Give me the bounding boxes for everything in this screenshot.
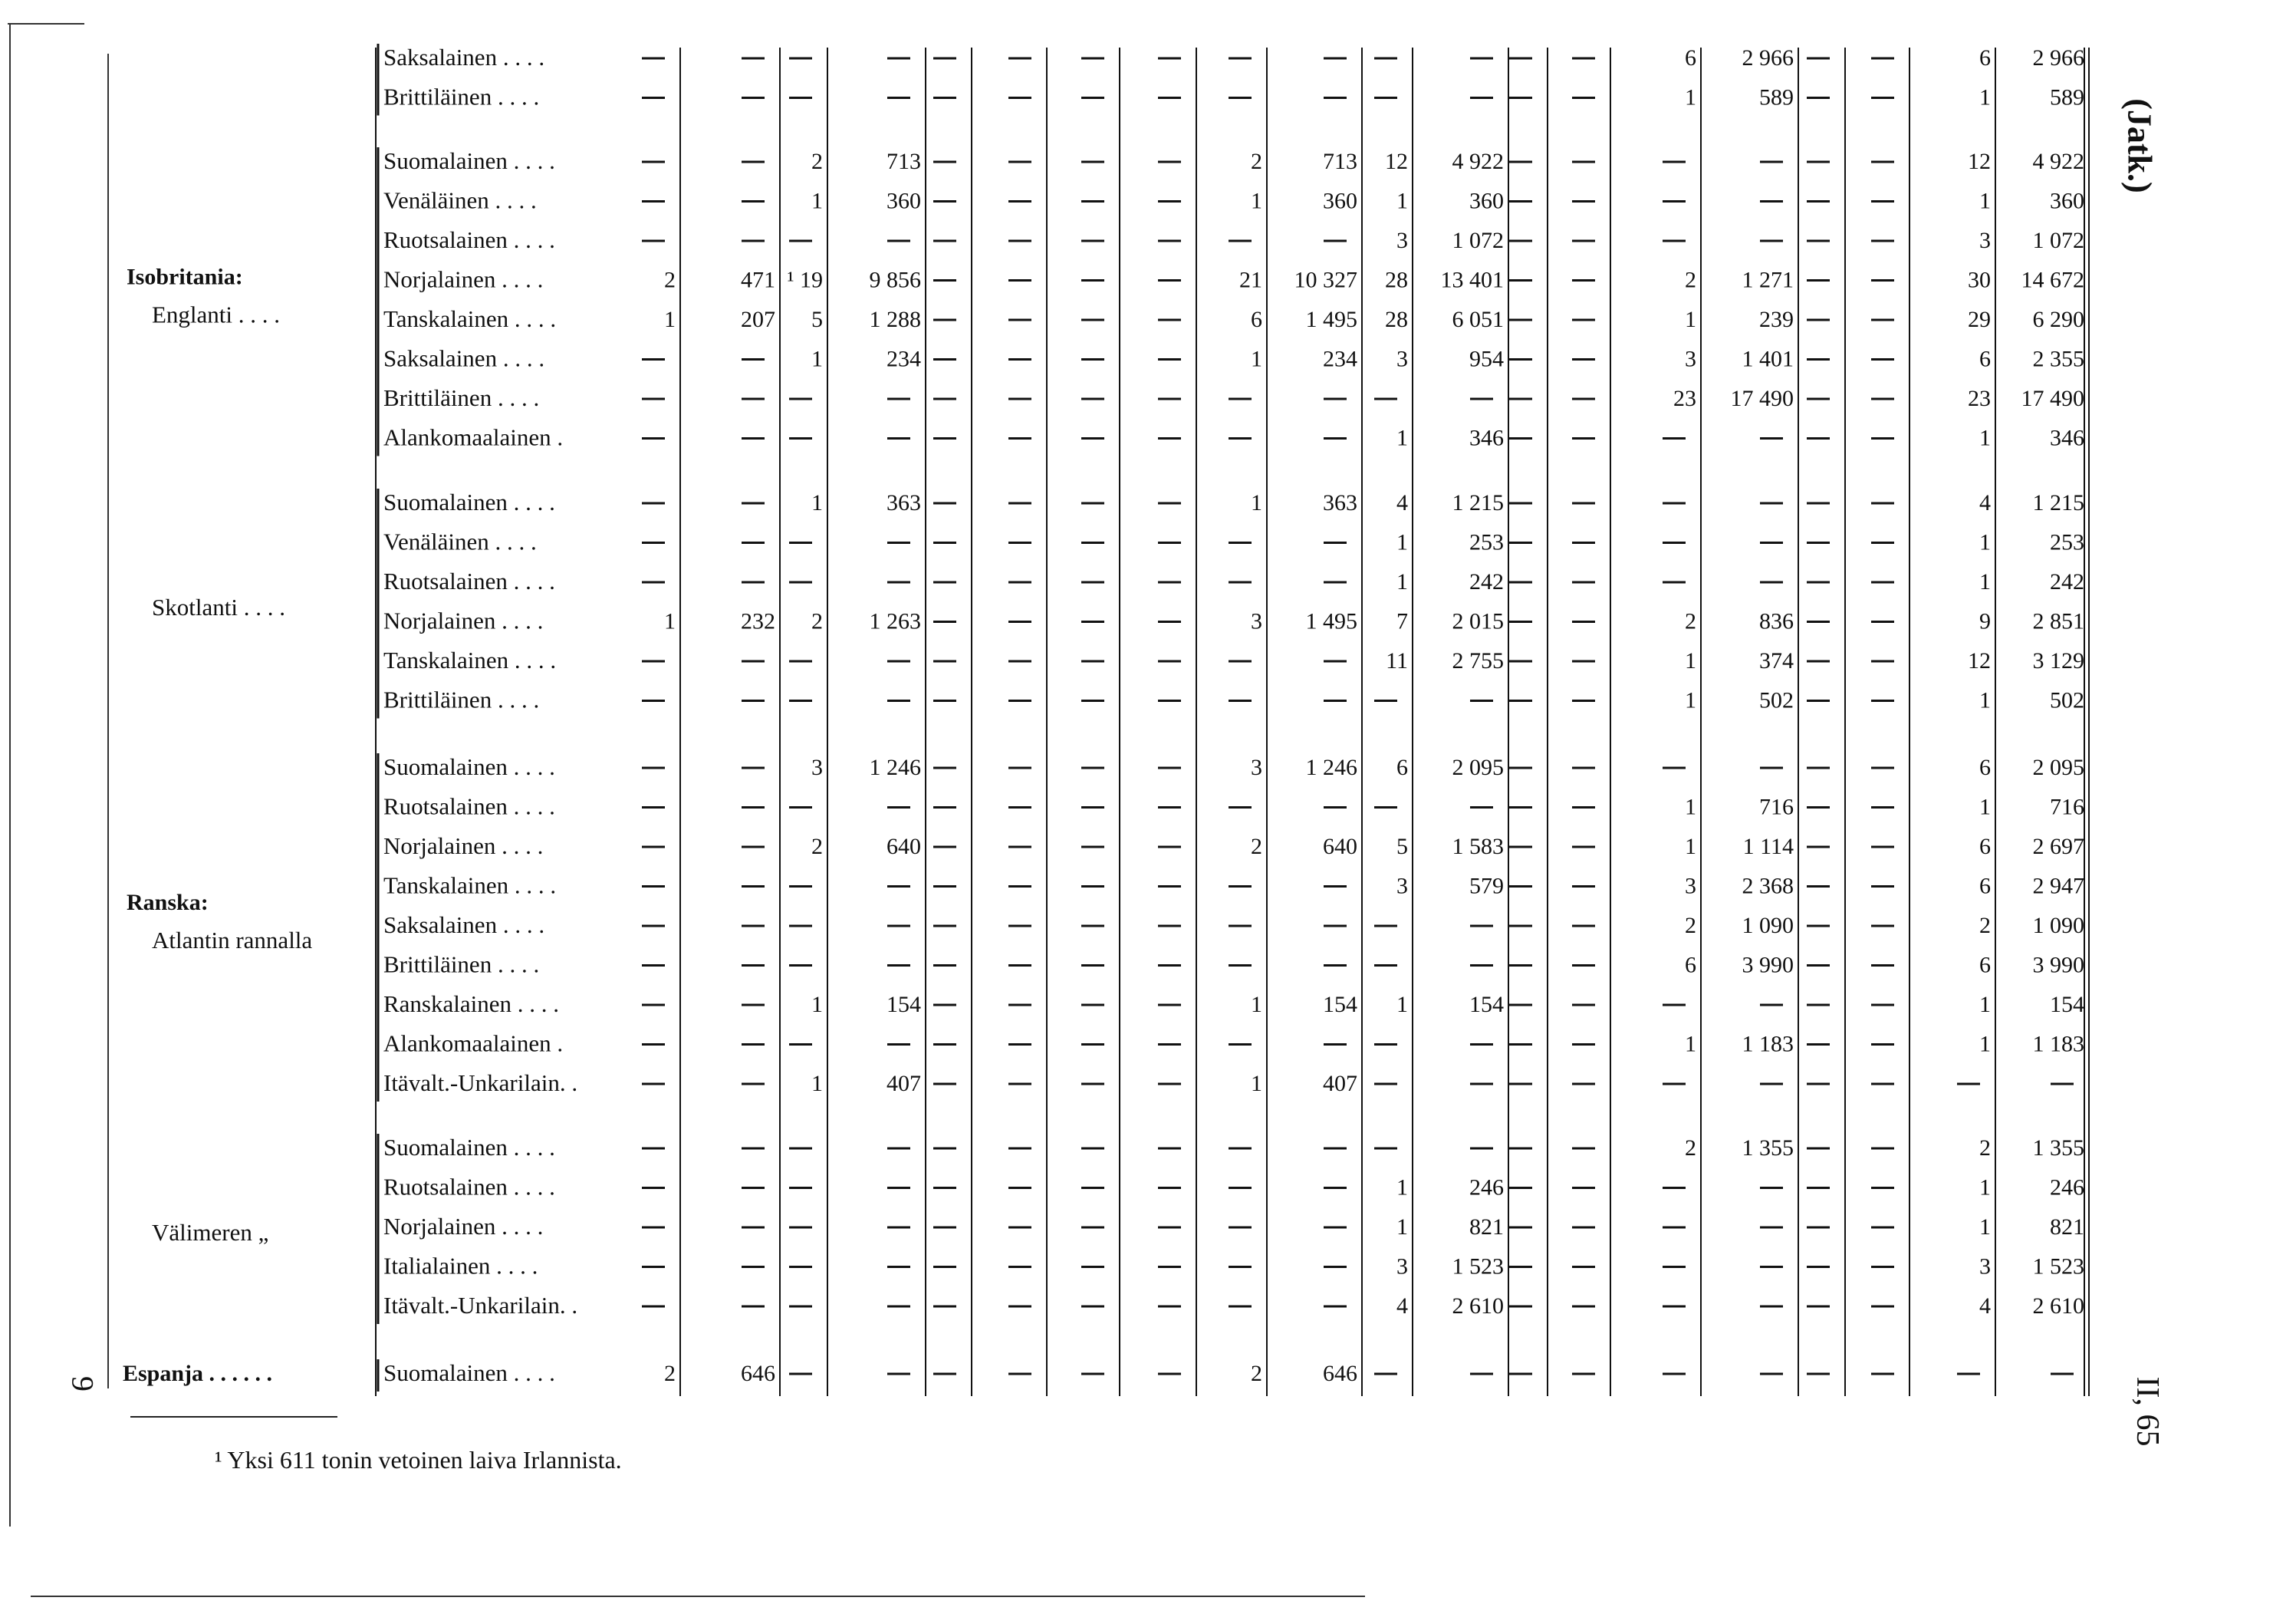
table-cell: 2 610: [2032, 1293, 2084, 1319]
nationality-label: Norjalainen . . . .: [383, 1213, 544, 1240]
table-cell: 3: [1979, 1253, 1991, 1280]
table-cell: 1: [1251, 490, 1262, 515]
table-cell: 1 288: [869, 307, 921, 332]
table-cell: 2 966: [2032, 45, 2084, 71]
nationality-label: Suomalainen . . . .: [383, 753, 555, 780]
table-cell: 4: [1979, 1293, 1991, 1319]
table-cell: 1 263: [869, 608, 921, 634]
table-cell: 502: [1759, 687, 1794, 713]
nationality-label: Norjalainen . . . .: [383, 832, 544, 859]
table-cell: 14 672: [2021, 267, 2084, 293]
table-cell: 234: [1323, 346, 1357, 372]
table-cell: 7: [1396, 608, 1408, 634]
nationality-label: Tanskalainen . . . .: [383, 871, 557, 899]
nationality-label: Ruotsalainen . . . .: [383, 1173, 555, 1201]
table-cell: 2: [1251, 149, 1262, 174]
continuation-label: (Jatk.): [2120, 98, 2159, 193]
table-cell: 253: [1469, 529, 1504, 555]
table-cell: 2 610: [1452, 1293, 1504, 1319]
table-cell: 346: [1469, 425, 1504, 451]
table-cell: 1: [811, 346, 823, 372]
nationality-label: Suomalainen . . . .: [383, 1134, 555, 1161]
nationality-label: Saksalainen . . . .: [383, 911, 545, 938]
table-cell: 346: [2050, 425, 2084, 451]
table-cell: 363: [1323, 490, 1357, 515]
table-cell: 1: [1251, 188, 1262, 214]
table-cell: 1 523: [2032, 1253, 2084, 1280]
table-cell: 1: [1396, 1174, 1408, 1201]
table-cell: 242: [1469, 569, 1504, 595]
table-cell: 1: [1396, 569, 1408, 595]
nationality-label: Venäläinen . . . .: [383, 186, 537, 214]
table-cell: 1 090: [2032, 913, 2084, 938]
table-cell: 589: [1759, 84, 1794, 110]
table-cell: 1: [1979, 84, 1991, 110]
table-cell: 17 490: [1730, 386, 1794, 411]
table-cell: 6: [1979, 952, 1991, 978]
table-cell: 232: [741, 608, 775, 634]
table-cell: 6: [1251, 307, 1262, 332]
table-cell: 640: [886, 834, 921, 859]
table-cell: 1: [1979, 188, 1991, 214]
nationality-label: Ranskalainen . . . .: [383, 990, 560, 1017]
table-cell: 10 327: [1294, 267, 1357, 293]
table-cell: 3: [1396, 1253, 1408, 1280]
table-cell: 1: [664, 608, 676, 634]
table-cell: 239: [1759, 307, 1794, 332]
table-cell: 2: [811, 834, 823, 859]
table-cell: 154: [1323, 992, 1357, 1017]
table-cell: 6: [1685, 45, 1696, 71]
table-cell: 246: [1469, 1174, 1504, 1201]
table-cell: 2 947: [2032, 873, 2084, 899]
nationality-label: Suomalainen . . . .: [383, 147, 555, 174]
nationality-label: Italialainen . . . .: [383, 1252, 538, 1280]
left-page-number: 9: [65, 1376, 100, 1392]
table-cell: 23: [1673, 386, 1696, 411]
table-cell: 11: [1386, 648, 1408, 674]
nationality-label: Ruotsalainen . . . .: [383, 568, 555, 595]
table-cell: 13 401: [1440, 267, 1504, 293]
table-cell: 1: [1979, 1031, 1991, 1057]
table-cell: 1: [811, 188, 823, 214]
table-cell: 1: [811, 992, 823, 1017]
nationality-label: Alankomaalainen .: [383, 423, 564, 451]
table-cell: 1: [1685, 307, 1696, 332]
table-cell: 1: [811, 1071, 823, 1096]
table-cell: 2: [664, 1361, 676, 1386]
table-cell: 713: [886, 149, 921, 174]
table-cell: 1: [1685, 84, 1696, 110]
table-cell: 579: [1469, 873, 1504, 899]
nationality-label: Brittiläinen . . . .: [383, 950, 540, 978]
table-cell: 6: [1979, 346, 1991, 372]
footnote: ¹ Yksi 611 tonin vetoinen laiva Irlannista.: [215, 1446, 622, 1474]
table-cell: 3: [1979, 228, 1991, 253]
region-label: Ranska:: [127, 890, 209, 915]
table-cell: 1: [811, 490, 823, 515]
table-cell: 6 290: [2032, 307, 2084, 332]
table-cell: 716: [1759, 794, 1794, 820]
table-cell: 954: [1469, 346, 1504, 372]
table-cell: 589: [2050, 84, 2084, 110]
table-cell: 6: [1979, 45, 1991, 71]
nationality-label: Ruotsalainen . . . .: [383, 792, 555, 820]
table-cell: 1: [1396, 529, 1408, 555]
table-cell: 1 183: [2032, 1031, 2084, 1057]
table-cell: 9: [1979, 608, 1991, 634]
table-cell: 640: [1323, 834, 1357, 859]
table-cell: 2 355: [2032, 346, 2084, 372]
table-cell: 1 523: [1452, 1253, 1504, 1280]
table-cell: 5: [811, 307, 823, 332]
table-cell: 3: [1685, 873, 1696, 899]
table-cell: 2: [811, 608, 823, 634]
table-cell: 3: [1396, 873, 1408, 899]
table-cell: 2: [1979, 1135, 1991, 1161]
table-cell: 9 856: [869, 267, 921, 293]
table-cell: 2: [1685, 1135, 1696, 1161]
table-cell: 821: [2050, 1214, 2084, 1240]
region-label: Isobritania:: [127, 264, 243, 290]
country-label: Atlantin rannalla: [152, 927, 313, 954]
table-cell: 2: [1685, 913, 1696, 938]
table-cell: 2 851: [2032, 608, 2084, 634]
table-cell: 28: [1385, 307, 1408, 332]
nationality-label: Venäläinen . . . .: [383, 528, 537, 555]
table-cell: 6: [1979, 834, 1991, 859]
table-cell: 2 697: [2032, 834, 2084, 859]
table-cell: 2: [1685, 608, 1696, 634]
table-cell: 5: [1396, 834, 1408, 859]
table-cell: 1: [1979, 1174, 1991, 1201]
table-cell: 1 401: [1742, 346, 1794, 372]
nationality-label: Ruotsalainen . . . .: [383, 226, 555, 253]
table-cell: 3 129: [2032, 648, 2084, 674]
table-cell: 3: [1685, 346, 1696, 372]
table-cell: 2 015: [1452, 608, 1504, 634]
table-cell: 154: [2050, 992, 2084, 1017]
table-cell: 6 051: [1452, 307, 1504, 332]
table-cell: 28: [1385, 267, 1408, 293]
table-cell: 1 495: [1305, 608, 1357, 634]
table-cell: 1: [1979, 425, 1991, 451]
table-cell: 4: [1979, 490, 1991, 515]
table-cell: 1 072: [2032, 228, 2084, 253]
table-cell: 23: [1968, 386, 1991, 411]
table-cell: 4 922: [2032, 149, 2084, 174]
table-cell: 1: [1251, 346, 1262, 372]
table-cell: 2 095: [1452, 755, 1504, 780]
table-cell: 12: [1968, 648, 1991, 674]
table-cell: 253: [2050, 529, 2084, 555]
region-label: Espanja . . . . . .: [123, 1361, 273, 1386]
table-cell: 1 583: [1452, 834, 1504, 859]
table-cell: 6: [1979, 755, 1991, 780]
table-cell: 1 215: [2032, 490, 2084, 515]
nationality-label: Brittiläinen . . . .: [383, 384, 540, 411]
table-cell: 1: [1396, 188, 1408, 214]
table-cell: 2: [811, 149, 823, 174]
footnote-rule: [130, 1416, 337, 1418]
table-cell: 502: [2050, 687, 2084, 713]
country-label: Skotlanti . . . .: [152, 593, 285, 621]
table-cell: 3: [1251, 608, 1262, 634]
nationality-label: Brittiläinen . . . .: [383, 686, 540, 713]
table-cell: 646: [741, 1361, 775, 1386]
table-cell: 1: [1396, 1214, 1408, 1240]
table-cell: 407: [886, 1071, 921, 1096]
nationality-label: Tanskalainen . . . .: [383, 647, 557, 674]
table-cell: 1 183: [1742, 1031, 1794, 1057]
table-cell: 716: [2050, 794, 2084, 820]
table-cell: 1 355: [1742, 1135, 1794, 1161]
table-cell: 12: [1385, 149, 1408, 174]
table-cell: 1 246: [1305, 755, 1357, 780]
table-cell: 1: [1979, 529, 1991, 555]
table-cell: 1: [1979, 794, 1991, 820]
table-cell: 154: [886, 992, 921, 1017]
table-cell: 1: [1685, 648, 1696, 674]
table-cell: 363: [886, 490, 921, 515]
table-cell: 1: [1979, 569, 1991, 595]
table-cell: 3: [1396, 346, 1408, 372]
table-cell: 4: [1396, 1293, 1408, 1319]
table-cell: 2: [1251, 834, 1262, 859]
table-cell: 360: [1469, 188, 1504, 214]
nationality-label: Norjalainen . . . .: [383, 607, 544, 634]
side-page-number: II, 65: [2130, 1376, 2165, 1447]
table-cell: 3: [1251, 755, 1262, 780]
nationality-label: Tanskalainen . . . .: [383, 305, 557, 332]
nationality-label: Saksalainen . . . .: [383, 344, 545, 372]
table-cell: 1: [1685, 834, 1696, 859]
table-cell: 2: [1979, 913, 1991, 938]
table-cell: 1: [1685, 794, 1696, 820]
table-cell: 836: [1759, 608, 1794, 634]
table-cell: 1: [664, 307, 676, 332]
table-cell: 242: [2050, 569, 2084, 595]
table-cell: 360: [2050, 188, 2084, 214]
table-cell: 30: [1968, 267, 1991, 293]
table-cell: 1: [1979, 1214, 1991, 1240]
table-cell: 821: [1469, 1214, 1504, 1240]
nationality-label: Norjalainen . . . .: [383, 265, 544, 293]
table-cell: 1 355: [2032, 1135, 2084, 1161]
country-label: Välimeren „: [152, 1219, 269, 1246]
table-cell: 12: [1968, 149, 1991, 174]
table-cell: 4 922: [1452, 149, 1504, 174]
table-cell: 2 368: [1742, 873, 1794, 899]
table-cell: 3: [1396, 228, 1408, 253]
table-cell: 2 966: [1742, 45, 1794, 71]
table-cell: 6: [1979, 873, 1991, 899]
table-cell: 3 990: [1742, 952, 1794, 978]
table-cell: ¹ 19: [787, 267, 823, 293]
table-cell: 1: [1396, 425, 1408, 451]
table-cell: 360: [1323, 188, 1357, 214]
table-cell: 29: [1968, 307, 1991, 332]
table-cell: 1: [1251, 992, 1262, 1017]
table-cell: 246: [2050, 1174, 2084, 1201]
table-cell: 4: [1396, 490, 1408, 515]
table-cell: 6: [1396, 755, 1408, 780]
table-cell: 21: [1239, 267, 1262, 293]
table-cell: 2 755: [1452, 648, 1504, 674]
table-cell: 2: [1685, 267, 1696, 293]
table-cell: 646: [1323, 1361, 1357, 1386]
table-cell: 1: [1396, 992, 1408, 1017]
table-cell: 407: [1323, 1071, 1357, 1096]
table-cell: 2: [664, 267, 676, 293]
table-cell: 1: [1251, 1071, 1262, 1096]
table-cell: 374: [1759, 648, 1794, 674]
table-cell: 1 114: [1742, 834, 1794, 859]
table-cell: 713: [1323, 149, 1357, 174]
nationality-label: Brittiläinen . . . .: [383, 83, 540, 110]
table-cell: 1: [1685, 1031, 1696, 1057]
nationality-label: Suomalainen . . . .: [383, 489, 555, 515]
table-cell: 1 072: [1452, 228, 1504, 253]
table-cell: 360: [886, 188, 921, 214]
table-cell: 2 095: [2032, 755, 2084, 780]
table-cell: 154: [1469, 992, 1504, 1017]
table-cell: 1 215: [1452, 490, 1504, 515]
table-cell: 207: [741, 307, 775, 332]
table-cell: 1 495: [1305, 307, 1357, 332]
table-cell: 1 090: [1742, 913, 1794, 938]
nationality-label: Alankomaalainen .: [383, 1029, 564, 1057]
table-cell: 1 271: [1742, 267, 1794, 293]
table-cell: 234: [886, 346, 921, 372]
nationality-label: Suomalainen . . . .: [383, 1359, 555, 1386]
nationality-label: Itävalt.-Unkarilain. .: [383, 1069, 578, 1096]
table-cell: 1 246: [869, 755, 921, 780]
table-cell: 1: [1685, 687, 1696, 713]
table-cell: 1: [1979, 992, 1991, 1017]
table-cell: 17 490: [2021, 386, 2084, 411]
nationality-label: Saksalainen . . . .: [383, 44, 545, 71]
country-label: Englanti . . . .: [152, 301, 281, 328]
table-cell: 6: [1685, 952, 1696, 978]
table-cell: 3: [811, 755, 823, 780]
table-cell: 1: [1979, 687, 1991, 713]
table-cell: 3 990: [2032, 952, 2084, 978]
table-cell: 2: [1251, 1361, 1262, 1386]
nationality-label: Itävalt.-Unkarilain. .: [383, 1292, 578, 1319]
table-cell: 471: [741, 267, 775, 293]
